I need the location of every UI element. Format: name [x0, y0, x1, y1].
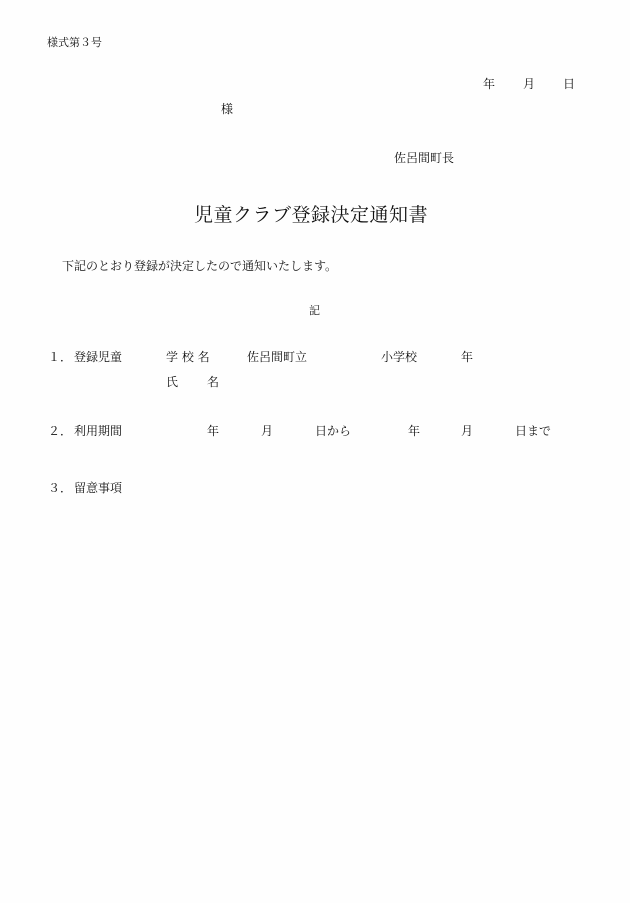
- to-year-label: 年: [408, 424, 421, 438]
- item3-label: 留意事項: [74, 481, 123, 495]
- intro-text: 下記のとおり登録が決定したので通知いたします。: [62, 259, 338, 273]
- name-label-second-char: 名: [207, 375, 220, 389]
- from-day-label: 日から: [315, 424, 352, 438]
- to-day-label: 日まで: [515, 424, 552, 438]
- item2-number: ２．: [48, 424, 73, 438]
- school-prefix: 佐呂間町立: [247, 350, 308, 364]
- to-month-label: 月: [461, 424, 474, 438]
- school-suffix: 小学校: [381, 350, 418, 364]
- date-month-label: 月: [523, 77, 536, 91]
- date-day-label: 日: [563, 77, 576, 91]
- date-year-label: 年: [483, 77, 496, 91]
- name-label-first-char: 氏: [166, 375, 179, 389]
- form-number: 様式第３号: [47, 36, 102, 49]
- recipient-suffix: 様: [221, 102, 234, 116]
- item2-label: 利用期間: [74, 424, 123, 438]
- document-title: 児童クラブ登録決定通知書: [194, 204, 429, 226]
- issuer: 佐呂間町長: [394, 151, 455, 165]
- item1-number: １．: [48, 350, 73, 364]
- from-month-label: 月: [261, 424, 274, 438]
- from-year-label: 年: [207, 424, 220, 438]
- grade-label: 年: [461, 350, 474, 364]
- item1-label: 登録児童: [74, 350, 123, 364]
- school-name-label: 学 校 名: [166, 350, 210, 364]
- ki-heading: 記: [309, 304, 320, 317]
- item3-number: ３．: [48, 481, 73, 495]
